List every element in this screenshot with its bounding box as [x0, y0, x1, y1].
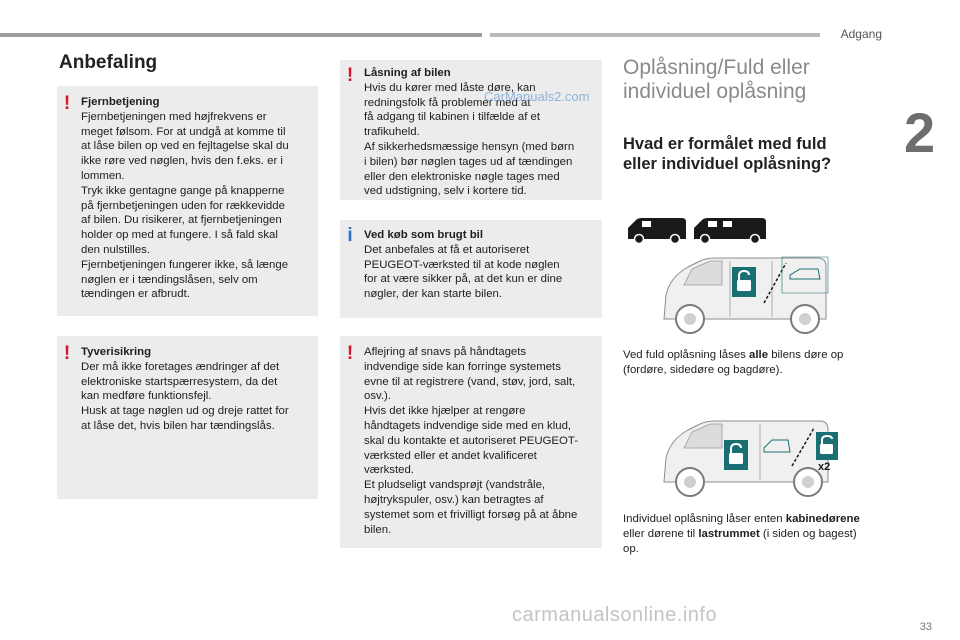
section-label: Adgang	[840, 27, 882, 41]
individual-unlock-text	[623, 512, 893, 556]
box-title: Ved køb som brugt bil	[364, 229, 483, 241]
header-rule-left	[0, 33, 482, 37]
info-icon: i	[347, 225, 353, 246]
individual-unlock-text-b: eller dørene til	[623, 527, 696, 540]
box-body: Det anbefales at få et autoriseret PEUGEOT-værksted til at kode nøglen for at være sikker på, at det kun er dine nøgler, der kan starte bilen.	[364, 243, 563, 301]
box-title: Tyverisikring	[81, 346, 152, 358]
section-title: Anbefaling	[59, 52, 158, 73]
warning-icon: !	[63, 343, 71, 364]
full-unlock-text	[623, 348, 893, 378]
multiplier-label: x2	[818, 461, 831, 473]
unlock-icon	[732, 267, 756, 297]
watermark-footer: carmanualsonline.info	[512, 604, 718, 626]
full-unlock-text-a: Ved fuld oplåsning låses	[623, 349, 750, 361]
warning-box-immobiliser	[57, 336, 318, 499]
header-rule-right	[490, 33, 820, 37]
warning-box-dirt	[340, 336, 602, 548]
box-body: Der må ikke foretages ændringer af det elektroniske startspærresystem, da det kan medføre funktionsfejl. Husk at tage nøglen ud og dreje rattet for at låse det, hvis bilen har tændingslås.	[81, 360, 289, 432]
box-body: Hvis du kører med låste døre, kan redningsfolk få problemer med at få adgang til kabinen i tilfælde af et trafikuheld. Af sikkerhedsmæssige hensyn (med børn i bilen) bør nøglen tages ud af tændingen eller den elektroniske nøgle tages med ved udstigning, selv i kortere tid.	[364, 81, 575, 198]
individual-unlock-illustration	[660, 418, 845, 503]
box-body: Fjernbetjeningen med højfrekvens er meget følsom. For at undgå at komme til at låse bilen op ved en fejltagelse skal du ikke røre ved nøglen, hvis den f.eks. er i lommen. Tryk ikke gentagne gange på knapperne på fjernbetjeningen uden for rækkevidde af bilen. Du risikerer, at fjernbetjeningen holder op med at fungere. I så fald skal den nulstilles. Fjernbetjeningen fungerer ikke, så længe nøglen er i tændingslåsen, selv om tændingen er afbrudt.	[81, 110, 289, 301]
individual-unlock-text-c: (i siden og bagest) op.	[623, 527, 857, 555]
warning-box-locking	[340, 60, 602, 200]
unlock-icon-cabin	[724, 440, 748, 470]
van-icon	[694, 218, 766, 244]
box-body: Aflejring af snavs på håndtagets indvendige side kan forringe systemets evne til at registrere (vand, støv, jord, salt, osv.). Hvis det ikke hjælper at rengøre håndtagets indvendige side med en klud, skal du kontakte et autoriseret PEUGEOT- værksted eller et andet kvalificeret værksted. Et pludseligt vandsprøjt (vandstråle, højtrykspuler, osv.) kan betragtes af systemet som et frivilligt forsøg på at åbne bilen.	[364, 346, 578, 536]
full-unlock-text-b: bilens døre op (fordøre, sidedøre og bagdøre).	[623, 349, 844, 376]
box-title: Fjernbetjening	[81, 96, 160, 108]
warning-box-remote	[57, 86, 318, 316]
individual-unlock-text-bold1: kabinedørene	[785, 513, 860, 525]
watermark-top: CarManuals2.com	[484, 89, 590, 104]
chapter-number: 2	[904, 101, 936, 164]
right-heading: Oplåsning/Fuld eller individuel oplåsning	[623, 56, 810, 103]
right-subheading: Hvad er formålet med fuld eller individuel oplåsning?	[623, 135, 832, 173]
warning-icon: !	[346, 343, 354, 364]
warning-icon: !	[63, 93, 71, 114]
full-unlock-illustration	[660, 255, 830, 340]
warning-icon: !	[346, 65, 354, 86]
individual-unlock-text-a: Individuel oplåsning låser enten	[623, 513, 786, 525]
full-unlock-text-bold: alle	[749, 349, 769, 361]
individual-unlock-text-bold2: lastrummet	[698, 527, 760, 540]
van-icon	[628, 218, 686, 244]
info-box-used-car	[340, 220, 602, 318]
page-number: 33	[919, 621, 932, 633]
unlock-icon-cargo	[816, 432, 838, 460]
box-title: Låsning af bilen	[364, 67, 451, 79]
van-silhouettes	[622, 212, 772, 246]
